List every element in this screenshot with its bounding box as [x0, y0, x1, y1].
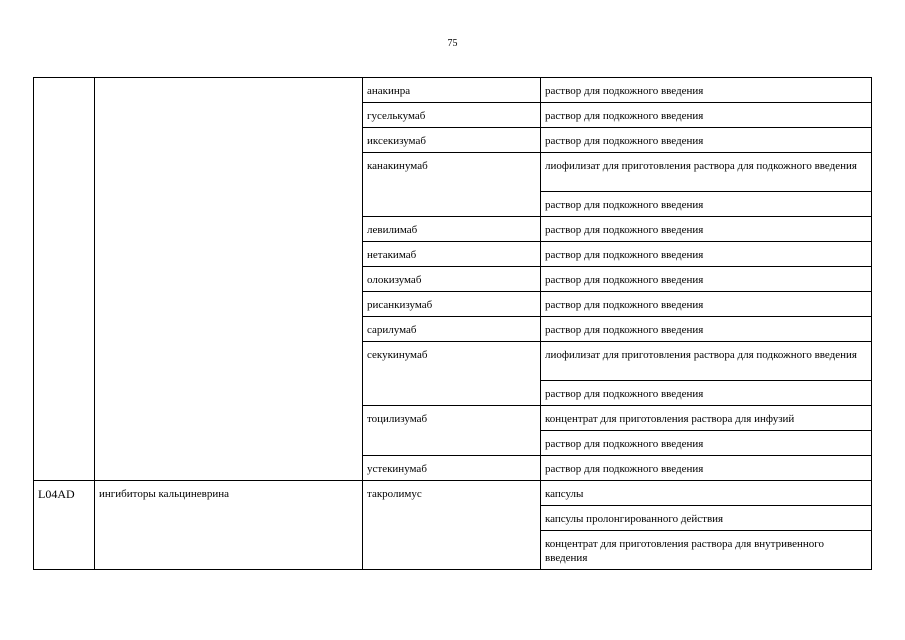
- dosage-form-cell: концентрат для приготовления раствора для внутривенного введения: [541, 531, 872, 570]
- drug-name-cell: левилимаб: [363, 217, 541, 242]
- dosage-form-cell: раствор для подкожного введения: [541, 128, 872, 153]
- drug-name-cell: канакинумаб: [363, 153, 541, 217]
- drug-name-cell: иксекизумаб: [363, 128, 541, 153]
- dosage-form-cell: раствор для подкожного введения: [541, 78, 872, 103]
- table-row: [34, 78, 872, 103]
- group-name-cell: [95, 78, 363, 481]
- drug-table: [33, 77, 872, 570]
- dosage-form-cell: лиофилизат для приготовления раствора для подкожного введения: [541, 153, 872, 192]
- dosage-form-cell: раствор для подкожного введения: [541, 103, 872, 128]
- drug-name-cell: нетакимаб: [363, 242, 541, 267]
- dosage-form-cell: капсулы: [541, 481, 872, 506]
- dosage-form-cell: раствор для подкожного введения: [541, 317, 872, 342]
- dosage-form-cell: раствор для подкожного введения: [541, 431, 872, 456]
- dosage-form-cell: раствор для подкожного введения: [541, 217, 872, 242]
- drug-name-cell: тоцилизумаб: [363, 406, 541, 456]
- group-name-cell: ингибиторы кальциневрина: [95, 481, 363, 570]
- drug-name-cell: рисанкизумаб: [363, 292, 541, 317]
- atc-code-cell: [34, 78, 95, 481]
- atc-code-cell: L04AD: [34, 481, 95, 570]
- dosage-form-cell: раствор для подкожного введения: [541, 292, 872, 317]
- drug-name-cell: секукинумаб: [363, 342, 541, 406]
- drug-name-cell: гуселькумаб: [363, 103, 541, 128]
- dosage-form-cell: раствор для подкожного введения: [541, 192, 872, 217]
- page-number: 75: [447, 38, 458, 49]
- dosage-form-cell: капсулы пролонгированного действия: [541, 506, 872, 531]
- dosage-form-cell: раствор для подкожного введения: [541, 456, 872, 481]
- dosage-form-cell: раствор для подкожного введения: [541, 267, 872, 292]
- drug-name-cell: анакинра: [363, 78, 541, 103]
- table-row: [34, 481, 872, 506]
- drug-name-cell: такролимус: [363, 481, 541, 570]
- drug-name-cell: олокизумаб: [363, 267, 541, 292]
- dosage-form-cell: концентрат для приготовления раствора для инфузий: [541, 406, 872, 431]
- dosage-form-cell: раствор для подкожного введения: [541, 381, 872, 406]
- dosage-form-cell: раствор для подкожного введения: [541, 242, 872, 267]
- drug-name-cell: устекинумаб: [363, 456, 541, 481]
- drug-name-cell: сарилумаб: [363, 317, 541, 342]
- dosage-form-cell: лиофилизат для приготовления раствора для подкожного введения: [541, 342, 872, 381]
